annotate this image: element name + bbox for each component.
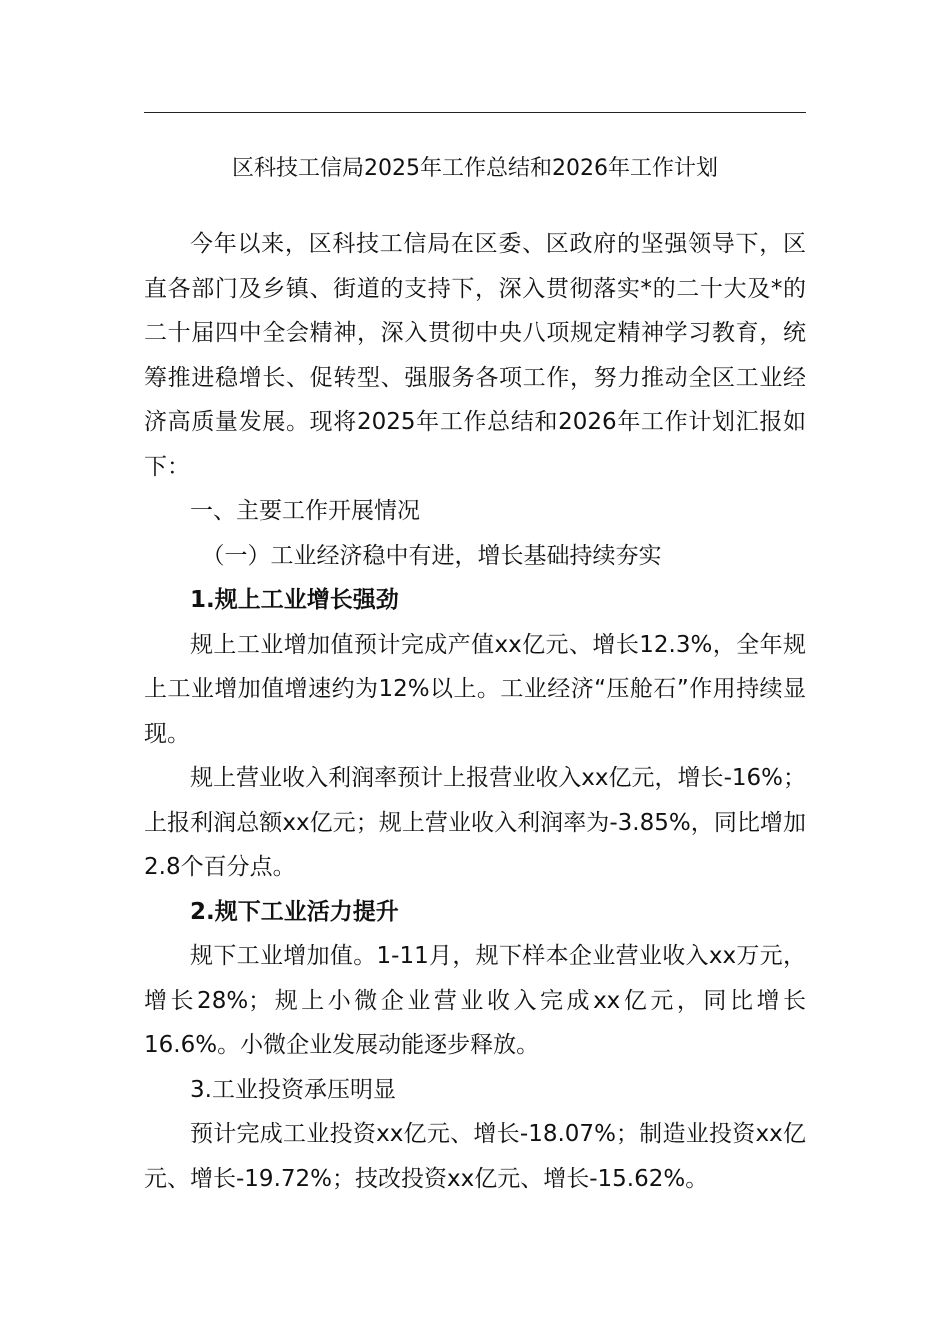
document-body [144, 222, 806, 1201]
document-title: 区科技工信局2025年工作总结和2026年工作计划 [232, 156, 718, 181]
item3-paragraph-1: 预计完成工业投资xx亿元、增长-18.07%；制造业投资xx亿元、增长-19.72%；技改投资xx亿元、增长-15.62%。 [144, 1121, 806, 1192]
item1-paragraph-2: 规上营业收入利润率预计上报营业收入xx亿元，增长-16%；上报利润总额xx亿元；规上营业收入利润率为-3.85%，同比增加2.8个百分点。 [144, 765, 806, 880]
intro-paragraph: 今年以来，区科技工信局在区委、区政府的坚强领导下，区直各部门及乡镇、街道的支持下，深入贯彻落实*的二十大及*的二十届四中全会精神，深入贯彻中央八项规定精神学习教育，统筹推进稳增长、促转型、强服务各项工作，努力推动全区工业经济高质量发展。现将2025年工作总结和2026年工作计划汇报如下： [144, 231, 806, 480]
subsection-heading: （一）工业经济稳中有进，增长基础持续夯实 [201, 542, 662, 569]
item1-paragraph-1: 规上工业增加值预计完成产值xx亿元、增长12.3%，全年规上工业增加值增速约为12%以上。工业经济“压舱石”作用持续显现。 [144, 631, 806, 747]
header-rule [144, 112, 806, 113]
item-heading-3: 3.工业投资承压明显 [190, 1076, 396, 1103]
item-heading-1: 1.规上工业增长强劲 [190, 587, 399, 613]
item-heading-2: 2.规下工业活力提升 [190, 898, 399, 925]
section-heading: 一、主要工作开展情况 [190, 498, 420, 524]
item2-paragraph-1: 规下工业增加值。1-11月，规下样本企业营业收入xx万元，增长28%；规上小微企业营业收入完成xx亿元，同比增长16.6%。小微企业发展动能逐步释放。 [144, 943, 806, 1058]
